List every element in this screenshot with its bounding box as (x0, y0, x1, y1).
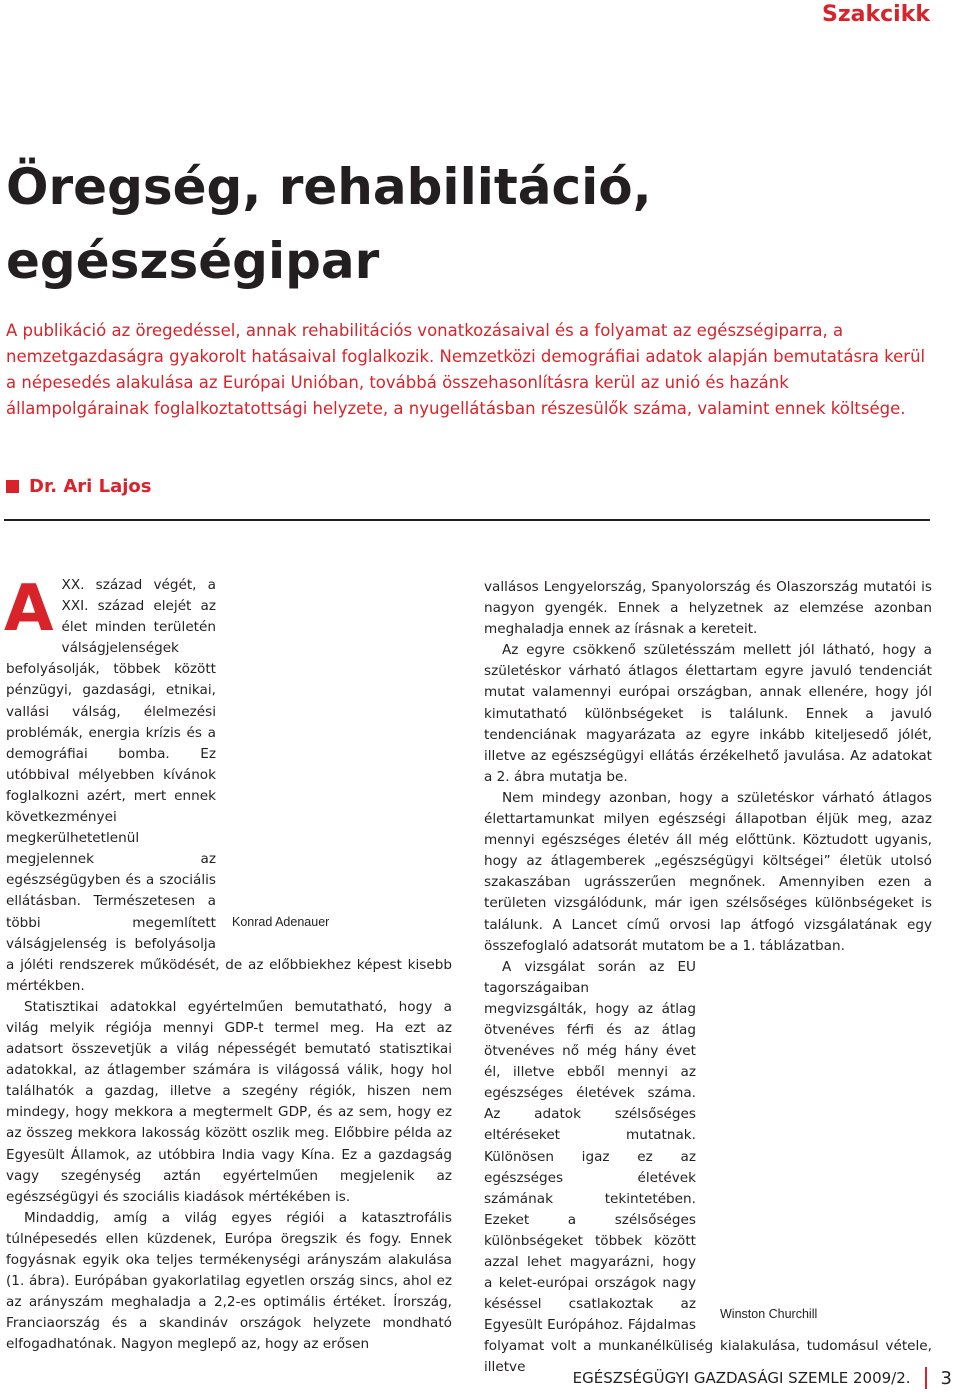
section-label: Szakcikk (822, 2, 930, 27)
paragraph-left-3: Mindaddig, amíg a világ egyes régiói a katasztrofális túlnépesedés ellen küzdenek, Európa öregszik és fogy. Ennek fogyásnak egyik oka teljes termékenységi arányszám alakulása (1. ábra). Európában gyakorlatilag egyetlen ország sincs, ahol ez az arányszám meghaladja a 2,2-es optimális értéket. Írország, Franciaország és a skandináv országok helyzete mondható elfogadhatónak. Nagyon meglepő az, hogy az erősen (6, 1209, 452, 1353)
author-marker-square (6, 480, 19, 493)
caption-churchill: Winston Churchill (720, 1306, 818, 1321)
page-number: 3 (940, 1367, 952, 1389)
journal-name: EGÉSZSÉGÜGYI GAZDASÁGI SZEMLE 2009/2. (572, 1369, 911, 1387)
left-column (4, 572, 452, 1355)
footer-divider (925, 1367, 927, 1389)
title-line-1: Öregség, rehabilitáció, (6, 158, 652, 216)
figure-adenauer (224, 575, 452, 937)
article-title (6, 150, 926, 298)
author-name: Dr. Ari Lajos (29, 476, 152, 497)
author-line (6, 476, 151, 497)
paragraph-right-3: Nem mindegy azonban, hogy a születéskor várható átlagos élettartamunkat milyen egészségi állapotban éljük meg, azaz mennyi egészséges életév áll még előttünk. Köztudott ugyanis, hogy az átlagemberek „egészségügyi költségei” életük utolsó szakaszában ugrásszerűen megnőnek. Amennyiben ezen a területen vizsgálódunk, már igen szélsőséges különbségeket is találunk. A Lancet című orvosi lap átfogó vizsgálatának egy összefoglaló adatsorát mutatom be a 1. táblázatban. (484, 789, 932, 954)
paragraph-left-2: Statisztikai adatokkal egyértelműen bemutatható, hogy a világ melyik régiója mennyi GDP-t termel meg. Ha ezt az adatsort összevetjük a világ népességét bemutató statisztikai adatokkal, az átlagember számára is világossá válik, hogy hol találhatók a gazdag, illetve a szegény régiók, hiszen nem mindegy, hogy mekkora a megtermelt GDP, és az sem, hogy ez az összeg mekkora lakosság között oszlik meg. Előbbire példa az Egyesült Államok, az utóbbira India vagy Kína. Ez a gazdagság vagy szegénység aztán egyértelműen megjelenik az egészségügyi és szociális kiadások mértékében is. (6, 998, 452, 1205)
drop-cap: A (4, 572, 54, 646)
figure-churchill (702, 957, 932, 1325)
paragraph-left-1: XX. század végét, a XXI. század elejét az élet minden területén válságjelenségek befolyásolják, többek között pénzügyi, gazdasági, etnikai, vallási válság, élelmezési problémák, energia krízis és a demográfiai bomba. Ez utóbbival mélyebben kívánok foglalkozni azért, mert ennek következményei megkerülhetetlenül megjelennek az egészségügyben és a szociális ellátásban. Természetesen a többi megemlített válságjelenség is befolyásolja a jóléti rendszerek működését, de az előbbiekhez képest kisebb mértékben. (6, 577, 452, 994)
right-column (484, 577, 932, 1379)
paragraph-right-2: Az egyre csökkenő születésszám mellett jól látható, hogy a születéskor várható átlagos élettartam egyre javuló tendenciát mutat valamennyi európai országban, annak ellenére, hogy jól kimutatható különbségeket is találunk. Ennek a javuló tendenciának magyarázata az egyre inkább kiteljesedő jólét, illetve az egészségügyi ellátás érzékelhető javulása. Az adatokat a 2. ábra mutatja be. (484, 642, 932, 785)
paragraph-right-1: vallásos Lengyelország, Spanyolország és Olaszország mutatói is nagyon gyengék. Ennek a helyzetnek az elemzése azonban meghaladja ennek az írásnak a kereteit. (484, 579, 932, 638)
header-divider (4, 519, 930, 521)
caption-adenauer: Konrad Adenauer (232, 914, 330, 929)
lead-paragraph: A publikáció az öregedéssel, annak rehabilitációs vonatkozásaival és a folyamat az egészségiparra, a nemzetgazdaságra gyakorolt hatásaival foglalkozik. Nemzetközi demográfiai adatok alapján bemutatásra kerül a népesedés alakulása az Európai Unióban, továbbá összehasonlításra kerül az unió és hazánk állampolgárainak foglalkoztatottsági helyzete, a nyugellátásban részesülők száma, valamint ennek költsége. (6, 321, 926, 418)
title-line-2: egészségipar (6, 232, 380, 290)
paragraph-right-4: A vizsgálat során az EU tagországaiban megvizsgálták, hogy az átlag ötvenéves férfi és az átlag ötvenéves nő még hány évet él, illetve ebből mennyi az egészséges életévek száma. Az adatok szélsőséges eltéréseket mutatnak. Különösen igaz ez az egészséges életévek számának tekintetében. Ezeket a szélsőséges különbségeket többek között azzal lehet magyarázni, hogy a kelet-európai országok nagy késéssel csatlakoztak az Egyesült Európához. Fájdalmas folyamat volt a munkanélküliség kialakulása, tudomásul vétele, illetve (484, 958, 932, 1376)
page-footer (573, 1367, 952, 1389)
